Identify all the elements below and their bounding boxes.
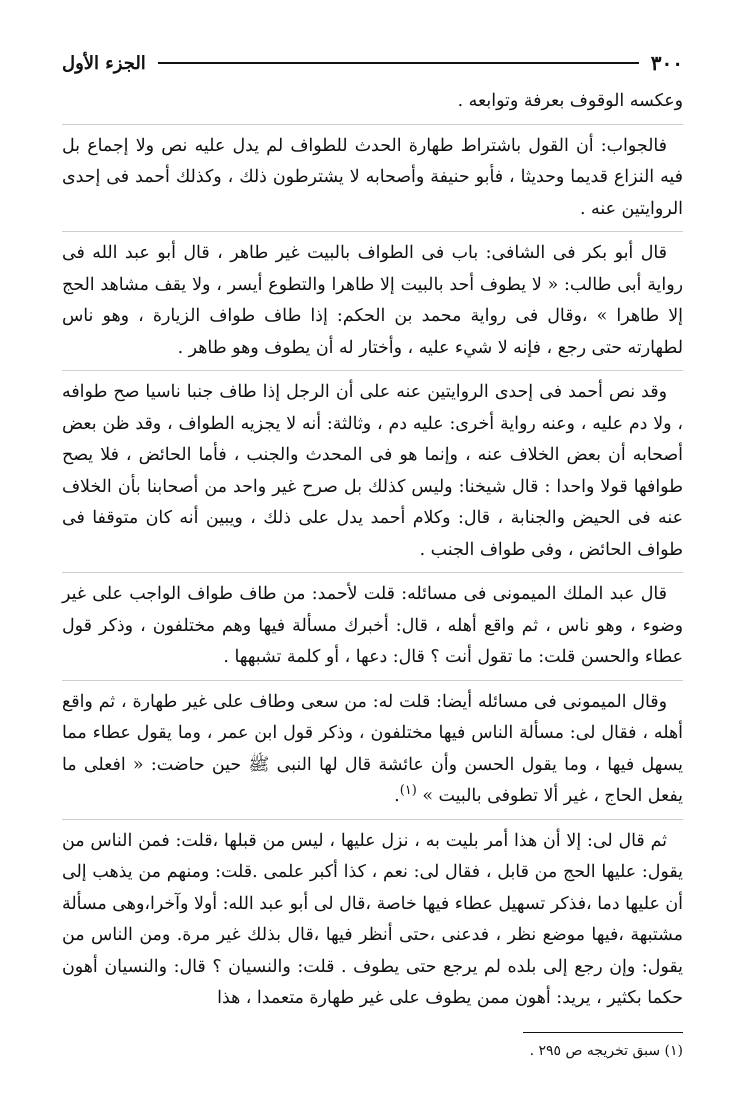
- footnote-divider: [523, 1032, 683, 1033]
- paragraph: قال أبو بكر فى الشافى: باب فى الطواف بالبيت غير طاهر ، قال أبو عبد الله فى رواية أبى طالب: « لا يطوف أحد بالبيت إلا طاهرا والتطوع أيسر ، ولا يقف مشاهد الحج إلا طاهرا » ،وقال فى رواية محمد بن الحكم: إذا طاف طواف الزيارة ، وهو ناس لطهارته حتى رجع ، فإنه لا شيء عليه ، وأختار له أن يطوف وهو طاهر .: [62, 238, 683, 371]
- paragraph-text: وقال الميمونى فى مسائله أيضا: قلت له: من سعى وطاف على غير طهارة ، ثم واقع أهله ، فقال لى: مسألة الناس فيها مختلفون ، وذكر قول ابن عمر ، وما يقول عطاء مما يسهل فيها ، وما يقول الحسن وأن عائشة قال لها النبى ﷺ حين حاضت: « افعلى ما يفعل الحاج ، غير ألا تطوفى بالبيت »: [62, 691, 683, 806]
- footnote: (١) سبق تخريجه ص ٢٩٥ .: [529, 1043, 683, 1059]
- paragraph: ثم قال لى: إلا أن هذا أمر بليت به ، نزل عليها ، ليس من قبلها ،قلت: فمن الناس من يقول: عليها الحج من قابل ، فقال لى: نعم ، كذا أكبر علمى .قلت: ومنهم من يذهب إلى أن عليها دما ،فذكر تسهيل عطاء فيها خاصة ،قال لى أبو عبد الله: أولا وآخرا،وهى مسألة مشتبهة ،فيها موضع نظر ، فدعنى ،حتى أنظر فيها ،قال بذلك غير مرة. ومن الناس من يقول: وإن رجع إلى بلده لم يرجع حتى يطوف . قلت: والنسيان ؟ قال: والنسيان أهون حكما بكثير ، يريد: أهون ممن يطوف على غير طهارة متعمدا ، هذا: [62, 830, 683, 1008]
- part-title: الجزء الأول: [62, 52, 146, 74]
- paragraph-with-footnote: وقال الميمونى فى مسائله أيضا: قلت له: من سعى وطاف على غير طهارة ، ثم واقع أهله ، فقال لى: مسألة الناس فيها مختلفون ، وذكر قول ابن عمر ، وما يقول عطاء مما يسهل فيها ، وما يقول الحسن وأن عائشة قال لها النبى ﷺ حين حاضت: « افعلى ما يفعل الحاج ، غير ألا تطوفى بالبيت » $^{(١)}$.: [62, 687, 683, 820]
- paragraph: فالجواب: أن القول باشتراط طهارة الحدث للطواف لم يدل عليه نص ولا إجماع بل فيه النزاع قديما وحديثا ، فأبو حنيفة وأصحابه لا يشترطون ذلك ، وكذلك أحمد فى إحدى الروايتين عنه .: [62, 131, 683, 233]
- paragraph: قال عبد الملك الميمونى فى مسائله: قلت لأحمد: من طاف طواف الواجب على غير وضوء ، وهو ناس ، ثم واقع أهله ، قال: أخبرك مسألة فيها وهم مختلفون ، وذكر قول عطاء والحسن قلت: ما تقول أنت ؟ قال: دعها ، أو كلمة تشبهها .: [62, 579, 683, 681]
- paragraph: وعكسه الوقوف بعرفة وتوابعه .: [62, 86, 683, 125]
- header-divider: [158, 62, 639, 64]
- page-header: [62, 46, 683, 80]
- page-body: [62, 86, 683, 1027]
- footnote-reference[interactable]: (١): [399, 783, 417, 799]
- paragraph: وقد نص أحمد فى إحدى الروايتين عنه على أن الرجل إذا طاف جنبا ناسيا صح طوافه ، ولا دم عليه ، وعنه رواية أخرى: عليه دم ، وثالثة: أنه لا يجزيه الطواف ، وقد ظن بعض أصحابه أن بعض الخلاف عنه ، وإنما هو فى المحدث والجنب ، فأما الحائض ، فلا يصح طوافها قولا واحدا : قال شيخنا: وليس كذلك بل صرح غير واحد من أصحابنا بأن الخلاف عنه فى الحيض والجنابة ، قال: وكلام أحمد يدل على ذلك ، ويبين أنه كان متوقفا فى طواف الحائض ، وفى طواف الجنب .: [62, 377, 683, 573]
- page-number: ٣٠٠: [650, 51, 683, 75]
